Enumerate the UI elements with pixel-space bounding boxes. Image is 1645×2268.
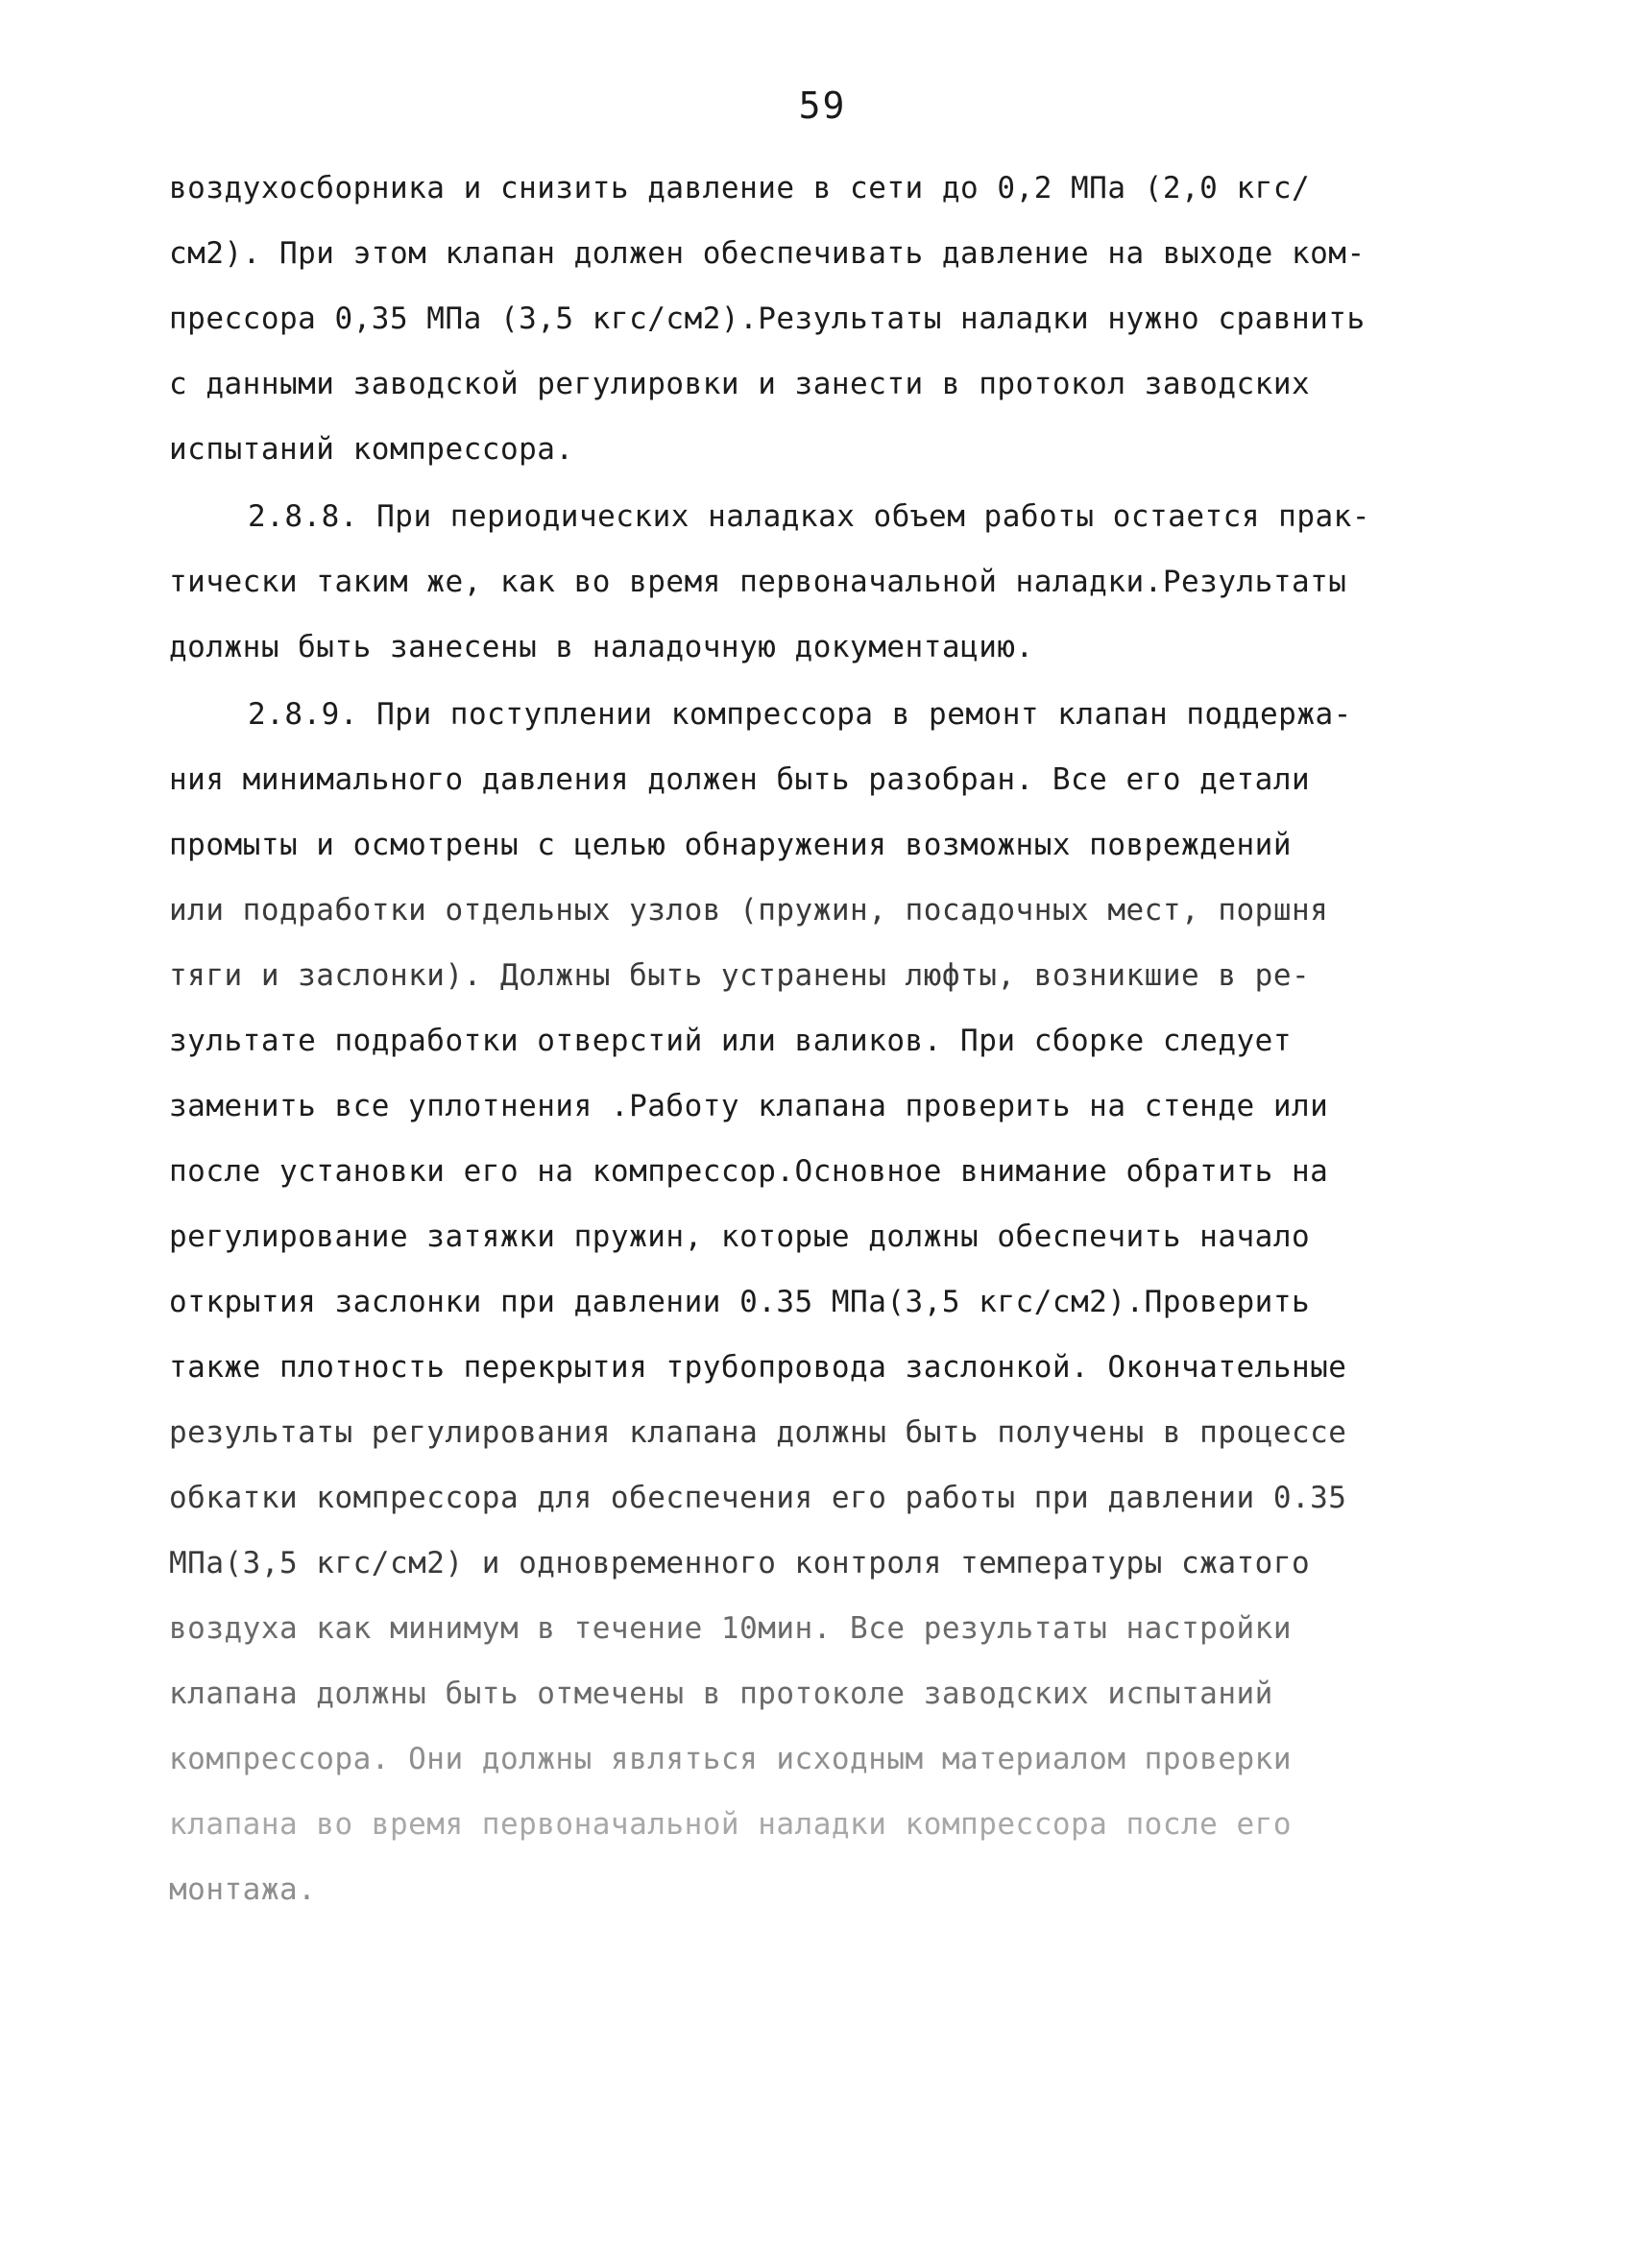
- text-line: воздухосборника и снизить давление в сети до 0,2 МПа (2,0 кгс/: [169, 171, 1311, 205]
- section-heading-line: 2.8.9. При поступлении компрессора в ремонт клапан поддержа-: [248, 697, 1352, 732]
- text-line: ния минимального давления должен быть разобран. Все его детали: [169, 762, 1311, 797]
- text-line: тяги и заслонки). Должны быть устранены люфты, возникшие в ре-: [169, 958, 1311, 993]
- text-line: тически таким же, как во время первоначальной наладки.Результаты: [169, 565, 1347, 599]
- text-line: см2). При этом клапан должен обеспечивать давление на выходе ком-: [169, 236, 1366, 271]
- text-line: монтажа.: [169, 1872, 317, 1907]
- text-line: обкатки компрессора для обеспечения его работы при давлении 0.35: [169, 1481, 1347, 1515]
- text-line: компрессора. Они должны являться исходным материалом проверки: [169, 1742, 1292, 1776]
- text-line: или подработки отдельных узлов (пружин, посадочных мест, поршня: [169, 893, 1329, 928]
- text-line: открытия заслонки при давлении 0.35 МПа(3,5 кгс/см2).Проверить: [169, 1285, 1311, 1319]
- text-line: прессора 0,35 МПа (3,5 кгс/см2).Результаты наладки нужно сравнить: [169, 302, 1366, 336]
- text-line: промыты и осмотрены с целью обнаружения возможных повреждений: [169, 828, 1292, 862]
- text-line: регулирование затяжки пружин, которые должны обеспечить начало: [169, 1219, 1311, 1254]
- page-number: 59: [798, 84, 847, 127]
- text-line: клапана должны быть отмечены в протоколе заводских испытаний: [169, 1677, 1273, 1711]
- text-line: результаты регулирования клапана должны быть получены в процессе: [169, 1415, 1347, 1450]
- text-line: воздуха как минимум в течение 10мин. Все результаты настройки: [169, 1611, 1292, 1646]
- text-line: клапана во время первоначальной наладки компрессора после его: [169, 1807, 1292, 1842]
- text-line: с данными заводской регулировки и занести в протокол заводских: [169, 367, 1311, 401]
- text-line: зультате подработки отверстий или валиков. При сборке следует: [169, 1024, 1292, 1058]
- text-line: после установки его на компрессор.Основное внимание обратить на: [169, 1154, 1329, 1189]
- text-line: также плотность перекрытия трубопровода заслонкой. Окончательные: [169, 1350, 1347, 1385]
- section-heading-line: 2.8.8. При периодических наладках объем работы остается прак-: [248, 499, 1370, 534]
- text-line: заменить все уплотнения .Работу клапана проверить на стенде или: [169, 1089, 1329, 1123]
- text-line: испытаний компрессора.: [169, 432, 574, 467]
- text-line: МПа(3,5 кгс/см2) и одновременного контроля температуры сжатого: [169, 1546, 1311, 1580]
- text-line: должны быть занесены в наладочную документацию.: [169, 630, 1034, 664]
